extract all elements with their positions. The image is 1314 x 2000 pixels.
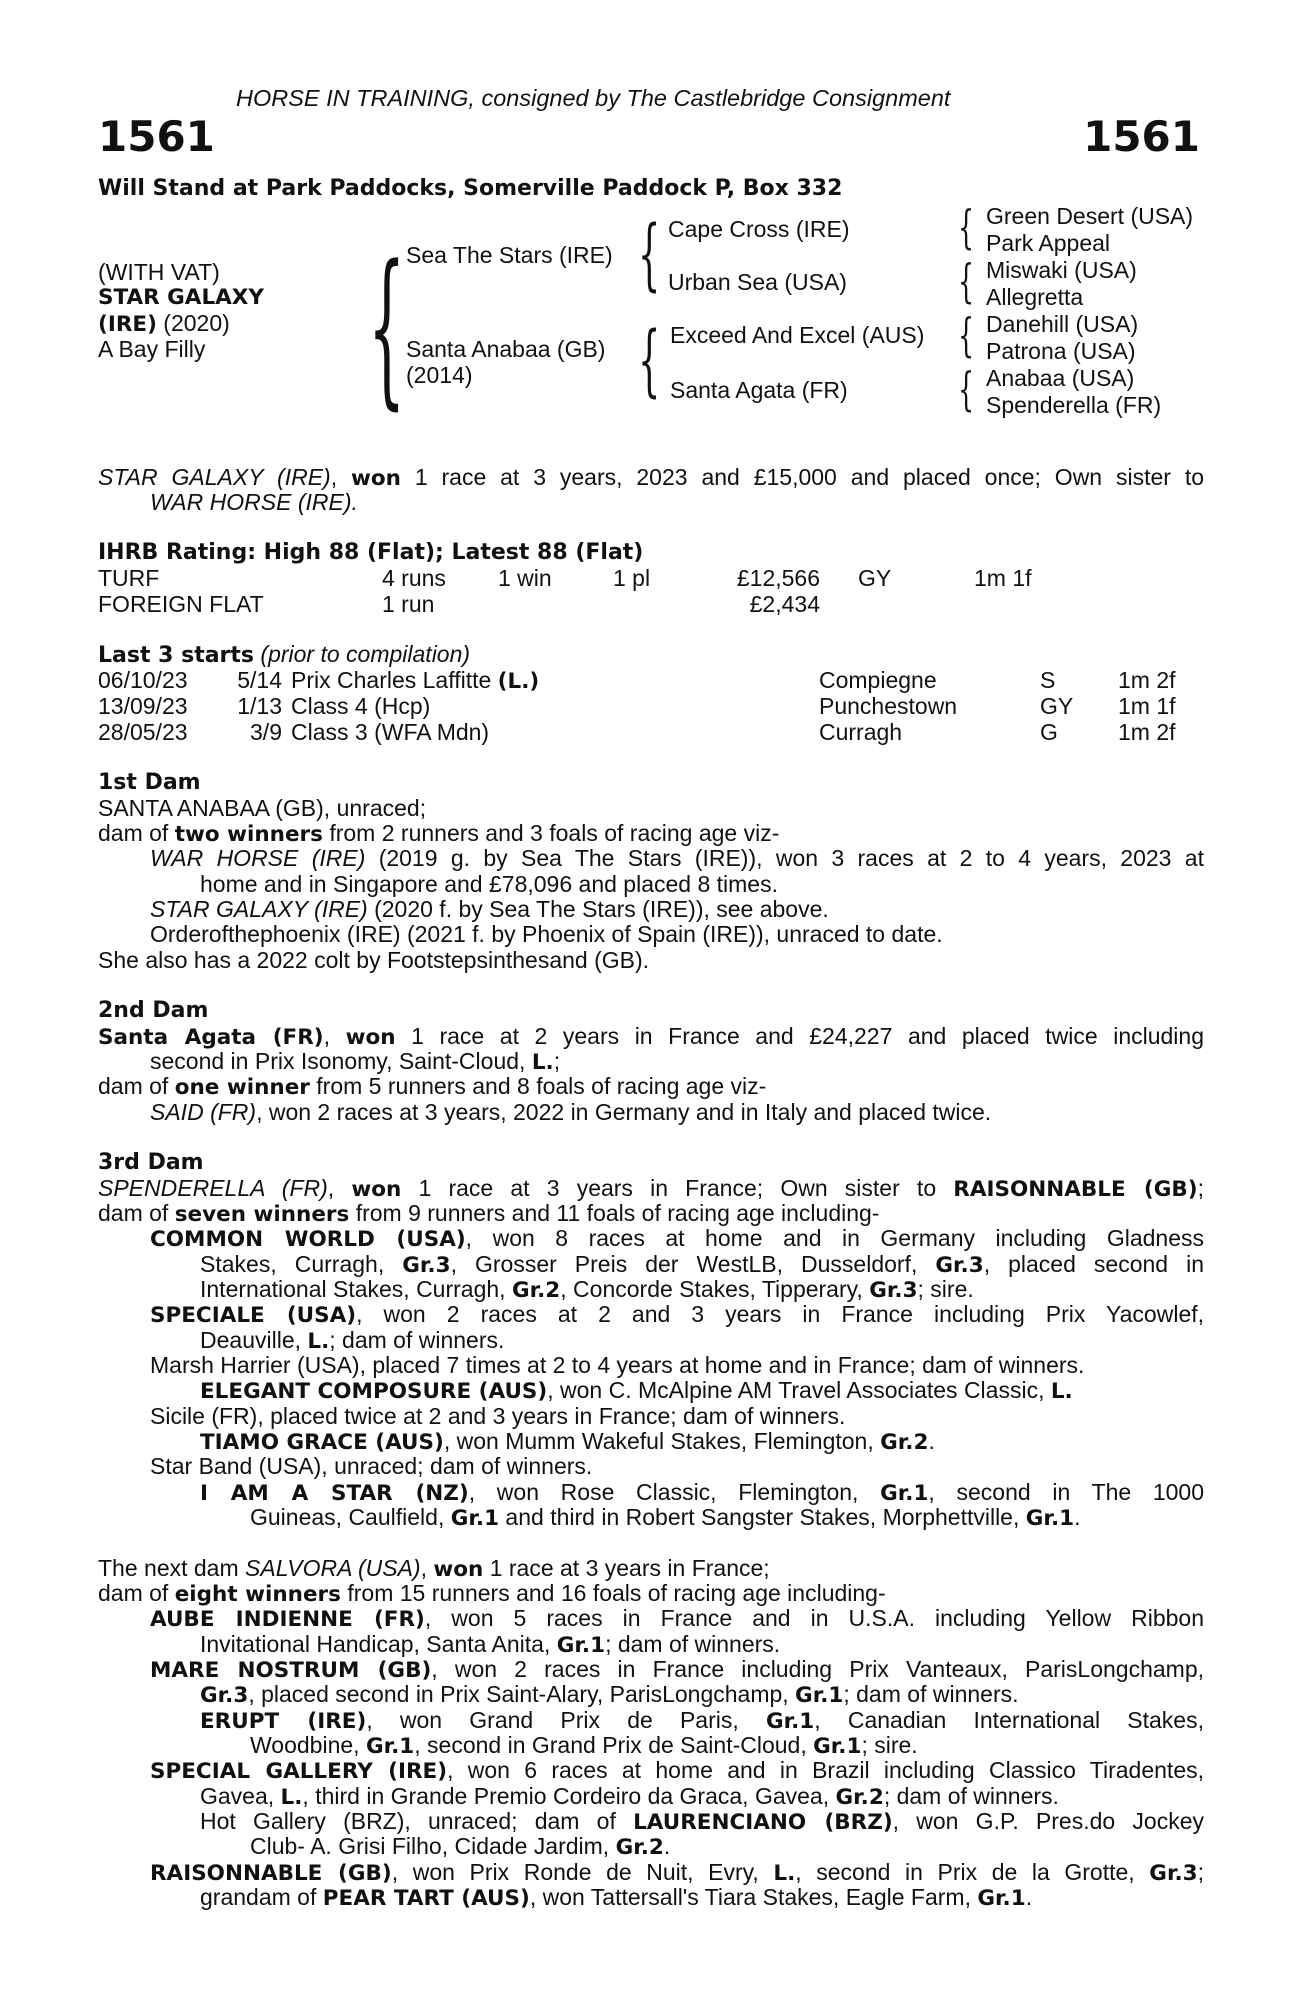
pedigree-g7: Anabaa (USA)	[986, 365, 1135, 391]
next-dam-produce-cont: Gavea, L., third in Grande Premio Cordeiro da Graca, Gavea, Gr.2; dam of winners.	[200, 1783, 1059, 1810]
start-course: Punchestown	[819, 693, 958, 719]
pedigree-g1: Green Desert (USA)	[986, 203, 1194, 229]
first-dam-line: She also has a 2022 colt by Footstepsinthesand (GB).	[98, 947, 650, 973]
third-dam-produce: SPECIALE (USA), won 2 races at 2 and 3 years in France including Prix Yacowlef,	[150, 1301, 1205, 1328]
horse-country: (IRE)	[98, 312, 157, 337]
third-dam-grandproduce: ELEGANT COMPOSURE (AUS), won C. McAlpine AM Travel Associates Classic, L.	[200, 1377, 1073, 1404]
start-going: G	[1040, 719, 1058, 745]
next-dam-line: The next dam SALVORA (USA), won 1 race at 3 years in France;	[98, 1555, 770, 1582]
next-dam-produce-cont: grandam of PEAR TART (AUS), won Tattersall's Tiara Stakes, Eagle Farm, Gr.1.	[200, 1884, 1033, 1911]
third-dam-grandproduce: TIAMO GRACE (AUS), won Mumm Wakeful Stakes, Flemington, Gr.2.	[200, 1428, 935, 1455]
third-dam-produce-cont: International Stakes, Curragh, Gr.2, Concorde Stakes, Tipperary, Gr.3; sire.	[200, 1276, 974, 1303]
horse-description: A Bay Filly	[98, 336, 206, 362]
start-race-name: Prix Charles Laffitte	[291, 667, 498, 693]
start-distance: 1m 2f	[1118, 667, 1176, 693]
pedigree-g8: Spenderella (FR)	[986, 392, 1162, 418]
third-dam-produce: Star Band (USA), unraced; dam of winners.	[150, 1453, 593, 1479]
summary-line: STAR GALAXY (IRE), won 1 race at 3 years, 2023 and £15,000 and placed once; Own sister to	[98, 464, 1205, 491]
summary-horse-name: STAR GALAXY (IRE)	[98, 464, 331, 490]
pedigree-brace-g34: {	[958, 254, 975, 308]
next-dam-produce: MARE NOSTRUM (GB), won 2 races in France including Prix Vanteaux, ParisLongchamp,	[150, 1656, 1205, 1683]
first-dam-produce-cont: home and in Singapore and £78,096 and placed 8 times.	[200, 871, 778, 897]
next-dam-produce-cont: Invitational Handicap, Santa Anita, Gr.1; dam of winners.	[200, 1631, 781, 1658]
rating-distance: 1m 1f	[974, 565, 1032, 591]
third-dam-heading: 3rd Dam	[98, 1150, 204, 1175]
pedigree-brace-g12: {	[958, 200, 975, 254]
start-date: 13/09/23	[98, 693, 188, 719]
second-dam-line: Santa Agata (FR), won 1 race at 2 years in France and £24,227 and placed twice including	[98, 1023, 1204, 1050]
last-starts-note: (prior to compilation)	[254, 641, 471, 667]
pedigree-g3: Miswaki (USA)	[986, 257, 1137, 283]
first-dam-line: dam of two winners from 2 runners and 3 foals of racing age viz-	[98, 820, 780, 847]
pedigree-sire-sire: Cape Cross (IRE)	[668, 216, 850, 242]
start-position: 3/9	[250, 719, 282, 745]
start-course: Curragh	[819, 719, 903, 745]
pedigree-g2: Park Appeal	[986, 230, 1111, 256]
pedigree-g6: Patrona (USA)	[986, 338, 1136, 364]
second-dam-line: dam of one winner from 5 runners and 8 foals of racing age viz-	[98, 1073, 767, 1100]
vat-note: (WITH VAT)	[98, 259, 220, 285]
horse-name: STAR GALAXY	[98, 285, 264, 310]
next-dam-line: dam of eight winners from 15 runners and 16 foals of racing age including-	[98, 1580, 886, 1607]
pedigree-brace-g56: {	[958, 308, 975, 362]
rating-places: 1 pl	[613, 565, 651, 591]
pedigree-sire: Sea The Stars (IRE)	[406, 242, 613, 268]
start-position: 1/13	[237, 693, 282, 719]
start-going: GY	[1040, 693, 1074, 719]
start-position: 5/14	[237, 667, 282, 693]
start-course: Compiegne	[819, 667, 937, 693]
rating-runs: 1 run	[382, 591, 435, 617]
stand-location: Will Stand at Park Paddocks, Somerville Paddock P, Box 332	[98, 176, 843, 201]
start-distance: 1m 1f	[1118, 693, 1176, 719]
start-race: Class 4 (Hcp)	[291, 693, 431, 719]
pedigree-brace-sire: {	[638, 210, 661, 300]
pedigree-brace-g78: {	[958, 362, 975, 416]
pedigree-brace-dam: {	[638, 316, 661, 406]
next-dam-grandproduce-cont: Woodbine, Gr.1, second in Grand Prix de Saint-Cloud, Gr.1; sire.	[250, 1732, 918, 1759]
last-starts-heading	[98, 642, 470, 668]
first-dam-produce: STAR GALAXY (IRE) (2020 f. by Sea The Stars (IRE)), see above.	[150, 896, 829, 922]
third-dam-line: dam of seven winners from 9 runners and 11 foals of racing age including-	[98, 1200, 880, 1227]
rating-wins: 1 win	[498, 565, 552, 591]
lot-number-left: 1561	[98, 112, 215, 161]
next-dam-grandproduce: Hot Gallery (BRZ), unraced; dam of LAURENCIANO (BRZ), won G.P. Pres.do Jockey	[200, 1808, 1205, 1835]
pedigree-dam-sire: Exceed And Excel (AUS)	[670, 322, 925, 348]
pedigree-sire-dam: Urban Sea (USA)	[668, 269, 847, 295]
first-dam-line: SANTA ANABAA (GB), unraced;	[98, 795, 427, 821]
next-dam-produce: AUBE INDIENNE (FR), won 5 races in France and in U.S.A. including Yellow Ribbon	[150, 1605, 1205, 1632]
horse-origin-year	[98, 311, 230, 337]
third-dam-produce: Marsh Harrier (USA), placed 7 times at 2 to 4 years at home and in France; dam of winners.	[150, 1352, 1085, 1378]
summary-won: won	[350, 466, 401, 491]
rating-prize: £2,434	[749, 591, 820, 617]
third-dam-produce: Sicile (FR), placed twice at 2 and 3 years in France; dam of winners.	[150, 1403, 846, 1429]
rating-going: GY	[858, 565, 892, 591]
next-dam-grandproduce: ERUPT (IRE), won Grand Prix de Paris, Gr.1, Canadian International Stakes,	[200, 1707, 1204, 1734]
rating-surface: TURF	[98, 565, 160, 591]
pedigree-brace-main: {	[368, 229, 406, 425]
third-dam-produce-cont: Stakes, Curragh, Gr.3, Grosser Preis der WestLB, Dusseldorf, Gr.3, placed second in	[200, 1251, 1205, 1278]
third-dam-grandproduce-cont: Guineas, Caulfield, Gr.1 and third in Robert Sangster Stakes, Morphettville, Gr.1.	[250, 1504, 1081, 1531]
rating-heading: IHRB Rating: High 88 (Flat); Latest 88 (Flat)	[98, 540, 644, 565]
start-date: 06/10/23	[98, 667, 188, 693]
next-dam-produce-cont: Gr.3, placed second in Prix Saint-Alary, ParisLongchamp, Gr.1; dam of winners.	[200, 1681, 1019, 1708]
start-race-grade: (L.)	[497, 669, 540, 694]
third-dam-produce: COMMON WORLD (USA), won 8 races at home and in Germany including Gladness	[150, 1225, 1204, 1252]
pedigree-g5: Danehill (USA)	[986, 311, 1139, 337]
start-date: 28/05/23	[98, 719, 188, 745]
pedigree-dam-dam: Santa Agata (FR)	[670, 377, 848, 403]
start-going: S	[1040, 667, 1056, 693]
last-starts-title: Last 3 starts	[98, 643, 255, 668]
third-dam-produce-cont: Deauville, L.; dam of winners.	[200, 1327, 505, 1354]
summary-text: 1 race at 3 years, 2023 and £15,000 and placed once; Own sister to	[400, 464, 1205, 490]
lot-number-right: 1561	[1083, 112, 1200, 161]
second-dam-heading: 2nd Dam	[98, 998, 209, 1023]
second-dam-produce: SAID (FR), won 2 races at 3 years, 2022 in Germany and in Italy and placed twice.	[150, 1099, 992, 1125]
start-race	[291, 668, 539, 694]
first-dam-produce: Orderofthephoenix (IRE) (2021 f. by Phoenix of Spain (IRE)), unraced to date.	[150, 921, 943, 947]
start-distance: 1m 2f	[1118, 719, 1176, 745]
third-dam-grandproduce: I AM A STAR (NZ), won Rose Classic, Flemington, Gr.1, second in The 1000	[200, 1479, 1205, 1506]
pedigree-g4: Allegretta	[986, 284, 1084, 310]
second-dam-line: second in Prix Isonomy, Saint-Cloud, L.;	[150, 1048, 561, 1075]
pedigree-dam: Santa Anabaa (GB)	[406, 336, 606, 362]
start-race: Class 3 (WFA Mdn)	[291, 719, 490, 745]
next-dam-grandproduce-cont: Club- A. Grisi Filho, Cidade Jardim, Gr.2.	[250, 1833, 671, 1860]
third-dam-line: SPENDERELLA (FR), won 1 race at 3 years in France; Own sister to RAISONNABLE (GB);	[98, 1175, 1205, 1202]
next-dam-produce: RAISONNABLE (GB), won Prix Ronde de Nuit, Evry, L., second in Prix de la Grotte, Gr.3;	[150, 1859, 1204, 1886]
rating-runs: 4 runs	[382, 565, 446, 591]
rating-surface: FOREIGN FLAT	[98, 591, 264, 617]
horse-year: (2020)	[163, 310, 230, 336]
first-dam-heading: 1st Dam	[98, 770, 201, 795]
pedigree-dam-year: (2014)	[406, 362, 473, 388]
consignor-line: HORSE IN TRAINING, consigned by The Castlebridge Consignment	[236, 85, 951, 111]
rating-prize: £12,566	[736, 565, 820, 591]
next-dam-produce: SPECIAL GALLERY (IRE), won 6 races at home and in Brazil including Classico Tiradentes,	[150, 1757, 1204, 1784]
summary-line-2: WAR HORSE (IRE).	[150, 489, 358, 515]
first-dam-produce: WAR HORSE (IRE) (2019 g. by Sea The Stars (IRE)), won 3 races at 2 to 4 years, 2023 at	[150, 845, 1204, 871]
